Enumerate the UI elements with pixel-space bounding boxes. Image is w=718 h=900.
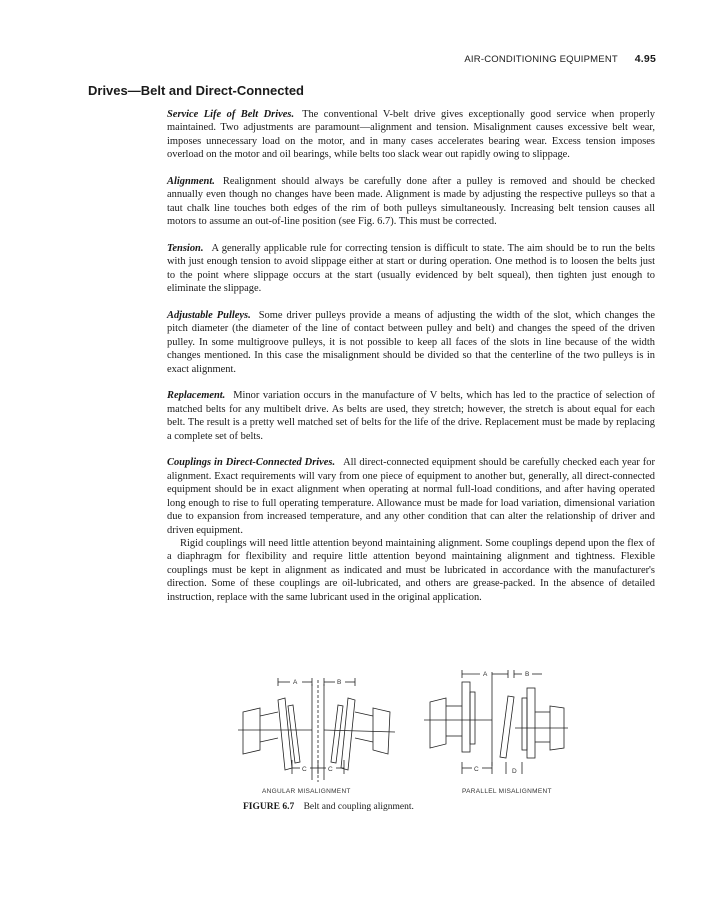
p-right-flange-outer xyxy=(527,688,535,758)
paragraph-text: The conventional V-belt drive gives exceptionally good service when properly maintained. Two adjustments are paramount—alignment and tension. Misalignment causes excessive belt wear, imposes unnecessary load on the motor, and in many cases accelerates bearing wear. Excess tension imposes overload on the motor and oil bearings, while belts too slack wear out rapidly owing to slippage. xyxy=(167,109,655,161)
subcaption-parallel: PARALLEL MISALIGNMENT xyxy=(462,788,552,795)
paragraph-heading: Service Life of Belt Drives. xyxy=(167,109,295,120)
paragraph-heading: Alignment. xyxy=(167,176,215,188)
p-middle-tilted xyxy=(500,696,514,758)
running-head xyxy=(464,53,656,65)
label-left-b: B xyxy=(337,679,342,686)
label-right-c: C xyxy=(474,766,479,773)
coupling-alignment-diagram xyxy=(230,662,570,797)
paragraph-heading: Replacement. xyxy=(167,390,226,402)
angular-misalignment-drawing xyxy=(238,678,395,782)
left-hub-bottom-edge xyxy=(260,738,278,742)
label-left-a: A xyxy=(293,679,298,686)
running-title: AIR-CONDITIONING EQUIPMENT xyxy=(464,54,618,65)
paragraph-service-life xyxy=(167,108,655,162)
p-left-shaft-hub xyxy=(430,698,446,748)
paragraph-text: Minor variation occurs in the manufacture of V belts, which has led to the practice of selection of matched belts for any multibelt drive. As belts are used, they stretch; however, the stretch is about equal for each belt. The result is a pretty well matched set of belts for the life of the drive. Replacement must be made by replacing a complete set of belts. xyxy=(167,390,655,442)
right-flange-inner xyxy=(331,705,343,763)
figure-caption xyxy=(243,802,414,812)
figure-number: FIGURE 6.7 xyxy=(243,802,295,812)
label-left-c1: C xyxy=(302,766,307,773)
label-right-b: B xyxy=(525,671,530,678)
parallel-misalignment-drawing xyxy=(424,670,568,774)
left-hub-top-edge xyxy=(260,712,278,716)
section-title: Drives—Belt and Direct-Connected xyxy=(88,83,304,98)
subcaption-angular: ANGULAR MISALIGNMENT xyxy=(262,788,351,795)
p-left-flange-inner xyxy=(470,692,475,744)
paragraph-heading: Tension. xyxy=(167,243,204,255)
page-number: 4.95 xyxy=(634,53,656,65)
p-left-flange-outer xyxy=(462,682,470,752)
paragraph-alignment xyxy=(167,175,655,229)
p-right-flange-inner xyxy=(522,698,527,750)
body-text xyxy=(167,108,655,604)
paragraph-tension xyxy=(167,242,655,296)
right-hub-top-edge xyxy=(355,712,373,716)
label-right-d: D xyxy=(512,768,517,775)
figure-diagram xyxy=(230,662,570,797)
paragraph-rigid-couplings: Rigid couplings will need little attention beyond maintaining alignment. Some couplings depend upon the flex of a diaphragm for flexibility and require little attention beyond maintaining alignment and tightness. Flexible couplings must be kept in alignment as indicated and must be lubricated in accordance with the manufacturer's direction. Some of these couplings are oil-lubricated, and others are grease-packed. In the absence of detailed instruction, replace with the same lubricant used in the original application. xyxy=(167,537,655,603)
figure-caption-text: Belt and coupling alignment. xyxy=(303,802,414,812)
right-shaft-hub xyxy=(373,708,390,754)
left-shaft-hub xyxy=(243,708,260,754)
paragraph-heading: Couplings in Direct-Connected Drives. xyxy=(167,457,336,469)
label-left-c2: C xyxy=(328,766,333,773)
paragraph-text: Realignment should always be carefully done after a pulley is removed and should be checked annually even though no changes have been made. Alignment is made by adjusting the respective pulleys so that a taut chalk line touches both edges of the rim of both pulleys simultaneously. Increasing belt tension causes all motors to assume an out-of-line position (see Fig. 6.7). This must be corrected. xyxy=(167,176,655,228)
left-flange-inner xyxy=(288,705,300,763)
paragraph-text: A generally applicable rule for correcting tension is difficult to state. The aim should be to run the belts with just enough tension to avoid slippage either at start or during operation. One method is to loosen the belts just to the point where slippage occurs at the start (usually evidenced by belt squeal), then tighten just enough to eliminate the slippage. xyxy=(167,243,655,295)
right-flange-outer xyxy=(341,698,355,770)
paragraph-text: All direct-connected equipment should be carefully checked each year for alignment. Exact requirements will vary from one piece of equipment to another but, generally, all direct-connected equipment should be in exact alignment when operating at normal full-load conditions, and after having operated long enough to rise to full operating temperature. Allowance must be made for load variation, dimensional variation due to expansion from increased temperature, and any other condition that can alter the relationship of driver and driven equipment. xyxy=(167,457,655,536)
paragraph-adjustable-pulleys xyxy=(167,309,655,376)
left-flange-outer xyxy=(278,698,292,770)
paragraph-heading: Adjustable Pulleys. xyxy=(167,310,251,322)
paragraph-replacement xyxy=(167,389,655,443)
right-hub-bottom-edge xyxy=(355,738,373,742)
paragraph-text: Some driver pulleys provide a means of adjusting the width of the slot, which changes the pitch diameter (the diameter of the line of contact between pulley and belt) and changes the speed of the driven pulley. In some multigroove pulleys, it is not possible to keep all faces of the slots in line because of the width changes mentioned. In this case the misalignment should be divided so that the centerline of the two pulleys is in exact alignment. xyxy=(167,310,655,375)
label-right-a: A xyxy=(483,671,488,678)
paragraph-couplings xyxy=(167,456,655,536)
